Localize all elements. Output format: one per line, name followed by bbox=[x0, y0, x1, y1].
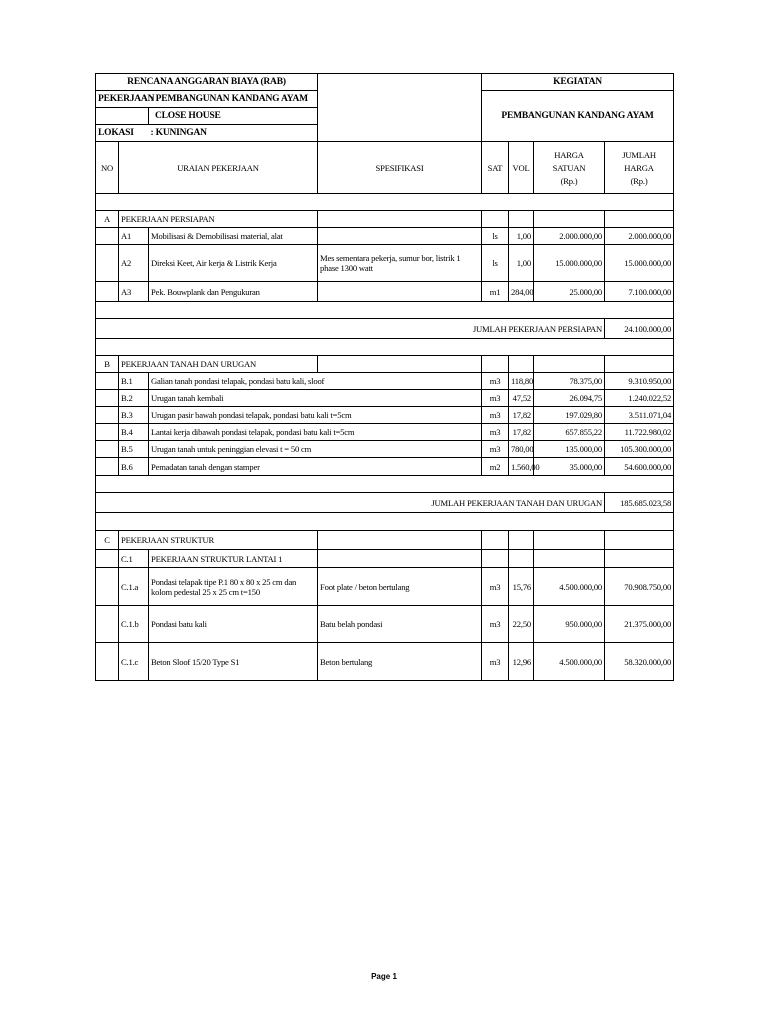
table-row: B.1 Galian tanah pondasi telapak, pondasi batu kali, sloof m3 118,80 78.375,00 9.310.950,00 bbox=[96, 373, 674, 390]
section-a-total-value: 24.100.000,00 bbox=[605, 319, 674, 339]
table-row: C.1.b Pondasi batu kali Batu belah pondasi m3 22,50 950.000,00 21.375.000,00 bbox=[96, 606, 674, 643]
col-sat: SAT bbox=[482, 142, 509, 194]
table-row: B.6 Pemadatan tanah dengan stamper m2 1.560,00 35.000,00 54.600.000,00 bbox=[96, 458, 674, 476]
lokasi-value: : KUNINGAN bbox=[149, 125, 318, 142]
col-harga-satuan: HARGA SATUAN (Rp.) bbox=[534, 142, 605, 194]
rab-table bbox=[95, 73, 674, 681]
section-c-title: PEKERJAAN STRUKTUR bbox=[119, 531, 318, 550]
spacer-row bbox=[96, 302, 674, 319]
section-a-total-label: JUMLAH PEKERJAAN PERSIAPAN bbox=[96, 319, 605, 339]
spacer-row bbox=[96, 513, 674, 531]
pekerjaan-row bbox=[96, 91, 674, 108]
document-title: RENCANA ANGGARAN BIAYA (RAB) bbox=[96, 74, 318, 91]
section-c-row: C PEKERJAAN STRUKTUR bbox=[96, 531, 674, 550]
pekerjaan-label: PEKERJAAN bbox=[96, 91, 149, 108]
page-number: Page 1 bbox=[371, 972, 397, 981]
col-vol: VOL bbox=[509, 142, 534, 194]
section-a-row: A PEKERJAAN PERSIAPAN bbox=[96, 211, 674, 228]
subsection-c1-title: PEKERJAAN STRUKTUR LANTAI 1 bbox=[149, 550, 318, 568]
table-row: C.1.c Beton Sloof 15/20 Type S1 Beton bertulang m3 12,96 4.500.000,00 58.320.000,00 bbox=[96, 643, 674, 681]
table-row: B.5 Urugan tanah untuk peninggian elevasi t = 50 cm m3 780,00 135.000,00 105.300.000,00 bbox=[96, 441, 674, 458]
section-b-total-label: JUMLAH PEKERJAAN TANAH DAN URUGAN bbox=[96, 493, 605, 513]
pekerjaan-value: : PEMBANGUNAN KANDANG AYAM bbox=[149, 91, 318, 108]
subsection-c1-row: C.1 PEKERJAAN STRUKTUR LANTAI 1 bbox=[96, 550, 674, 568]
table-row: B.2 Urugan tanah kembali m3 47,52 26.094,75 1.240.022,52 bbox=[96, 390, 674, 407]
spacer-row bbox=[96, 339, 674, 356]
section-b-total-row bbox=[96, 493, 674, 513]
section-a-total-row bbox=[96, 319, 674, 339]
kegiatan-value: PEMBANGUNAN KANDANG AYAM bbox=[482, 91, 674, 142]
column-header-row bbox=[96, 142, 674, 194]
table-row: C.1.a Pondasi telapak tipe P.1 80 x 80 x 25 cm dan kolom pedestal 25 x 25 cm t=150 Foot plate / beton bertulang m3 15,76 4.500.000,00 70.908.750,00 bbox=[96, 568, 674, 606]
kegiatan-label: KEGIATAN bbox=[482, 74, 674, 91]
spacer-row bbox=[96, 476, 674, 493]
pekerjaan-value-2: CLOSE HOUSE bbox=[149, 108, 318, 125]
table-row: B.4 Lantai kerja dibawah pondasi telapak, pondasi batu kali t=5cm m3 17,82 657.855,22 11.722.980,02 bbox=[96, 424, 674, 441]
table-row: A1 Mobilisasi & Demobilisasi material, alat ls 1,00 2.000.000,00 2.000.000,00 bbox=[96, 228, 674, 245]
col-jumlah-harga: JUMLAH HARGA (Rp.) bbox=[605, 142, 674, 194]
section-b-title: PEKERJAAN TANAH DAN URUGAN bbox=[119, 356, 318, 373]
col-no: NO bbox=[96, 142, 119, 194]
table-row: A3 Pek. Bouwplank dan Pengukuran m1 284,00 25.000,00 7.100.000,00 bbox=[96, 282, 674, 302]
title-row bbox=[96, 74, 674, 91]
rab-sheet bbox=[95, 73, 673, 681]
spacer-row bbox=[96, 194, 674, 211]
col-spesifikasi: SPESIFIKASI bbox=[318, 142, 482, 194]
section-b-total-value: 185.685.023,58 bbox=[605, 493, 674, 513]
col-uraian: URAIAN PEKERJAAN bbox=[119, 142, 318, 194]
section-a-title: PEKERJAAN PERSIAPAN bbox=[119, 211, 318, 228]
table-row: B.3 Urugan pasir bawah pondasi telapak, pondasi batu kali t=5cm m3 17,82 197.029,80 3.511.071,04 bbox=[96, 407, 674, 424]
lokasi-label: LOKASI bbox=[96, 125, 149, 142]
section-b-row: B PEKERJAAN TANAH DAN URUGAN bbox=[96, 356, 674, 373]
table-row: A2 Direksi Keet, Air kerja & Listrik Kerja Mes sementara pekerja, sumur bor, listrik 1 phase 1300 watt ls 1,00 15.000.000,00 15.000.000,00 bbox=[96, 245, 674, 282]
